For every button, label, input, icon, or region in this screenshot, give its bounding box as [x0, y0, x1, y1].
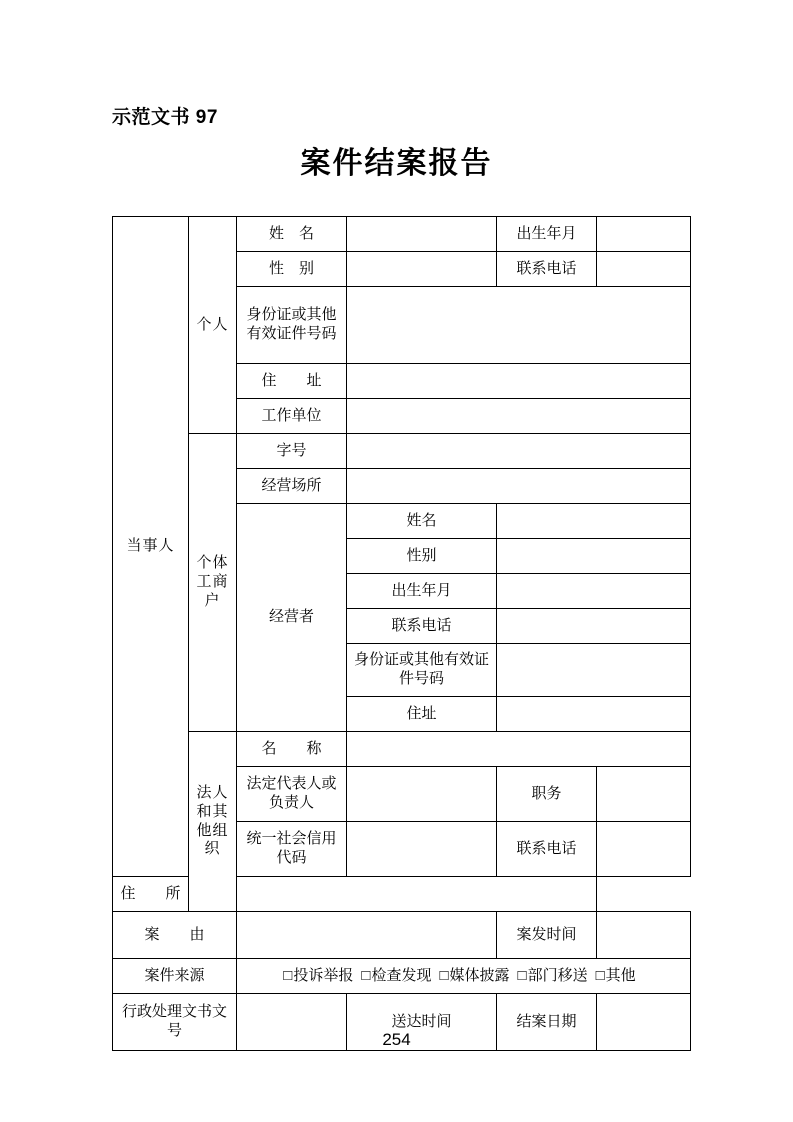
- document-code: 示范文书 97: [112, 107, 218, 128]
- individual-name-value[interactable]: [347, 217, 497, 252]
- business-place-label: 经营场所: [237, 469, 347, 504]
- source-option-transfer[interactable]: □部门移送: [517, 967, 588, 984]
- individual-workplace-value[interactable]: [347, 399, 691, 434]
- operator-id-value[interactable]: [497, 644, 691, 697]
- case-source-label: 案件来源: [113, 959, 237, 994]
- individual-phone-value[interactable]: [597, 252, 691, 287]
- table-row: [113, 217, 691, 252]
- checkbox-icon[interactable]: □: [439, 967, 449, 984]
- checkbox-icon[interactable]: □: [517, 967, 527, 984]
- business-zihao-value[interactable]: [347, 434, 691, 469]
- operator-address-label: 住址: [347, 697, 497, 732]
- legal-credit-label: 统一社会信用代码: [237, 822, 347, 877]
- business-place-value[interactable]: [347, 469, 691, 504]
- individual-birth-value[interactable]: [597, 217, 691, 252]
- source-option-inspection[interactable]: □检查发现: [361, 967, 432, 984]
- table-row: [113, 912, 691, 959]
- individual-id-value[interactable]: [347, 287, 691, 364]
- individual-birth-label: 出生年月: [497, 217, 597, 252]
- individual-workplace-label: 工作单位: [237, 399, 347, 434]
- operator-birth-value[interactable]: [497, 574, 691, 609]
- source-option-media[interactable]: □媒体披露: [439, 967, 510, 984]
- operator-phone-value[interactable]: [497, 609, 691, 644]
- deliver-time-label: 送达时间: [347, 994, 497, 1051]
- party-label: 当事人: [113, 217, 189, 877]
- page-title: 案件结案报告: [300, 147, 493, 180]
- legal-duty-value[interactable]: [597, 767, 691, 822]
- case-reason-label: 案 由: [113, 912, 237, 959]
- checkbox-icon[interactable]: □: [595, 967, 605, 984]
- legal-phone-label: 联系电话: [497, 822, 597, 877]
- table-row: [113, 959, 691, 994]
- close-date-label: 结案日期: [497, 994, 597, 1051]
- operator-phone-label: 联系电话: [347, 609, 497, 644]
- case-source-options: [237, 959, 691, 994]
- case-reason-value[interactable]: [237, 912, 497, 959]
- source-option-complaint[interactable]: □投诉举报: [283, 967, 354, 984]
- case-closing-report-table: [112, 216, 691, 1051]
- individual-phone-label: 联系电话: [497, 252, 597, 287]
- table-row: [113, 434, 691, 469]
- operator-name-value[interactable]: [497, 504, 691, 539]
- operator-gender-value[interactable]: [497, 539, 691, 574]
- legal-phone-value[interactable]: [597, 822, 691, 877]
- legal-domicile-value[interactable]: [237, 877, 597, 912]
- individual-label: 个人: [189, 217, 237, 434]
- business-label: 个体工商户: [189, 434, 237, 732]
- individual-address-label: 住 址: [237, 364, 347, 399]
- operator-id-label: 身份证或其他有效证件号码: [347, 644, 497, 697]
- legal-rep-label: 法定代表人或负责人: [237, 767, 347, 822]
- operator-name-label: 姓名: [347, 504, 497, 539]
- legal-name-label: 名 称: [237, 732, 347, 767]
- case-time-value[interactable]: [597, 912, 691, 959]
- source-option-other[interactable]: □其他: [595, 967, 636, 984]
- individual-address-value[interactable]: [347, 364, 691, 399]
- legal-rep-value[interactable]: [347, 767, 497, 822]
- individual-gender-label: 性 别: [237, 252, 347, 287]
- case-time-label: 案发时间: [497, 912, 597, 959]
- individual-gender-value[interactable]: [347, 252, 497, 287]
- operator-address-value[interactable]: [497, 697, 691, 732]
- business-operator-label: 经营者: [237, 504, 347, 732]
- admin-doc-number-label: 行政处理文书文号: [113, 994, 237, 1051]
- checkbox-icon[interactable]: □: [361, 967, 371, 984]
- legal-credit-value[interactable]: [347, 822, 497, 877]
- legal-domicile-label: 住 所: [113, 877, 189, 912]
- legal-name-value[interactable]: [347, 732, 691, 767]
- operator-gender-label: 性别: [347, 539, 497, 574]
- checkbox-icon[interactable]: □: [283, 967, 293, 984]
- legal-label: 法人和其他组织: [189, 732, 237, 912]
- operator-birth-label: 出生年月: [347, 574, 497, 609]
- page-number: 254: [382, 1030, 411, 1049]
- table-row: [113, 732, 691, 767]
- legal-duty-label: 职务: [497, 767, 597, 822]
- individual-id-label: 身份证或其他有效证件号码: [237, 287, 347, 364]
- individual-name-label: 姓 名: [237, 217, 347, 252]
- business-zihao-label: 字号: [237, 434, 347, 469]
